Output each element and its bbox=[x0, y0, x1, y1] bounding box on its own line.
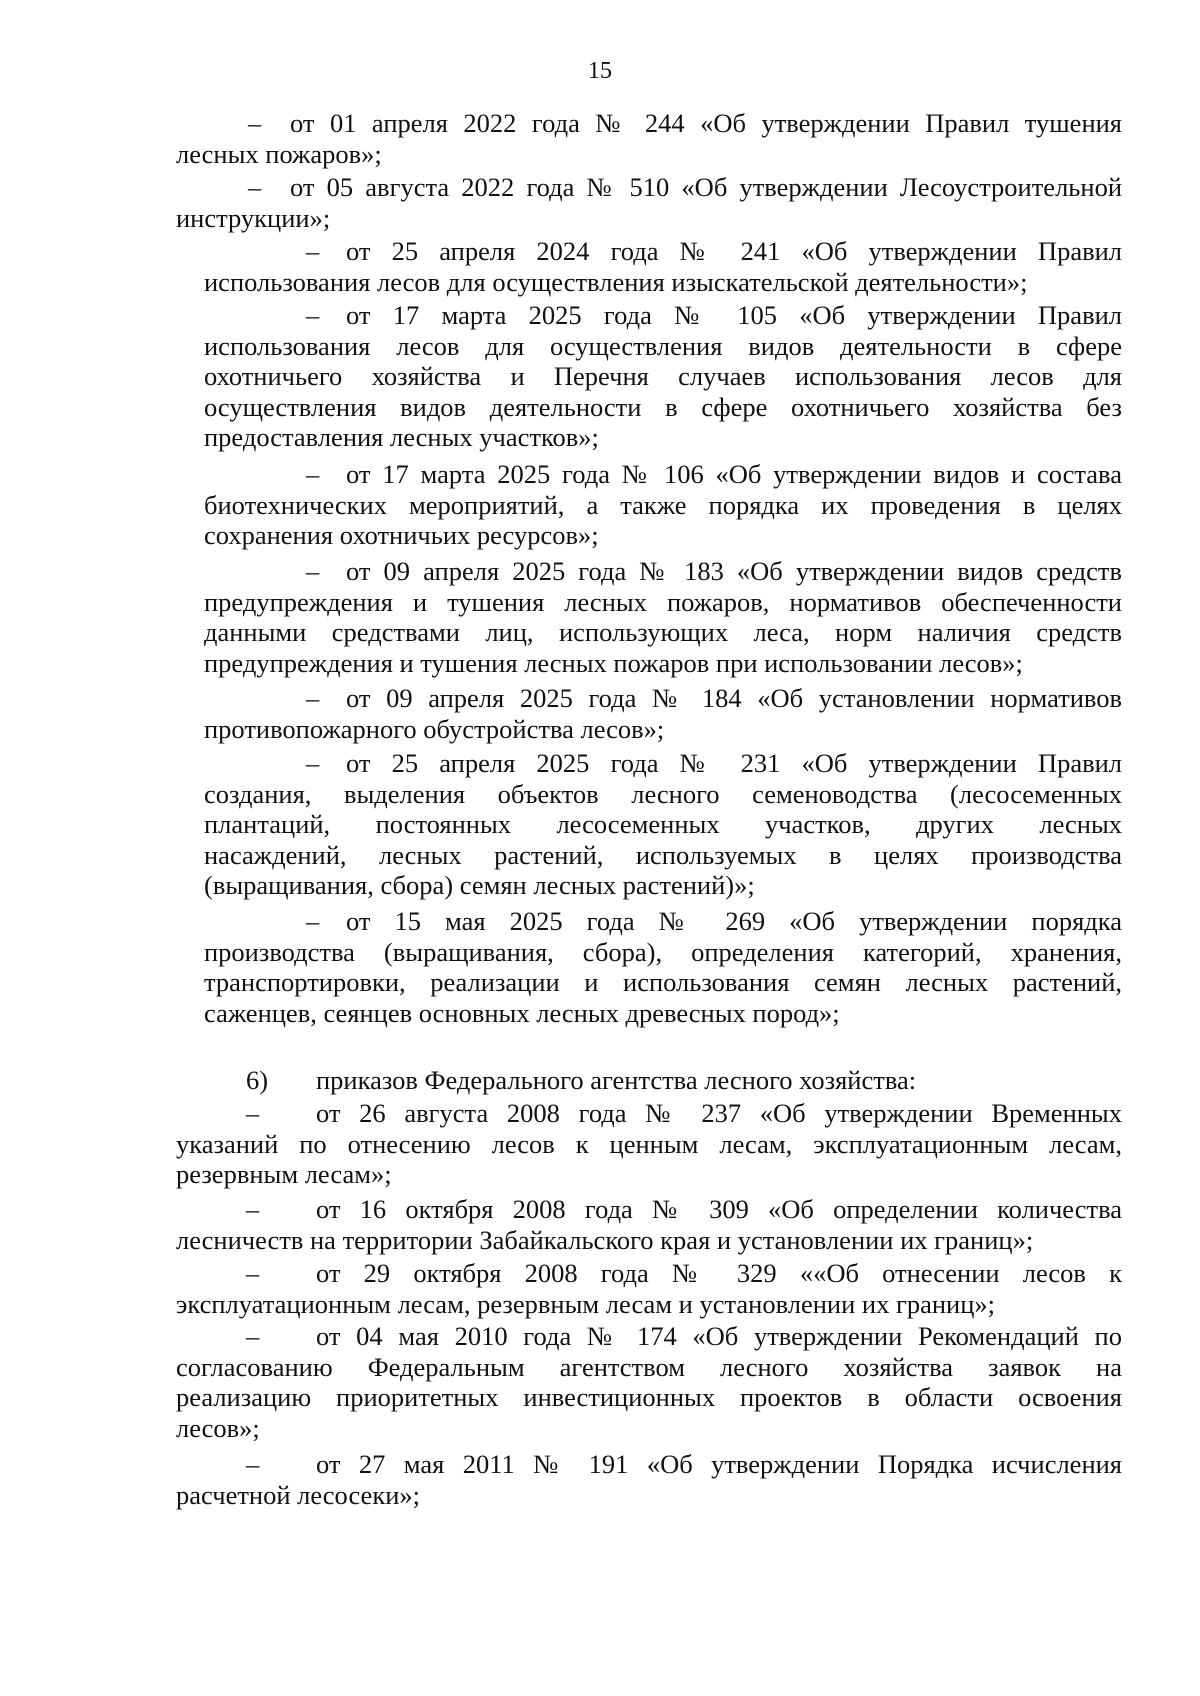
list-item-line bbox=[346, 748, 1122, 779]
list-item-line bbox=[316, 1321, 1122, 1352]
list-dash-marker: – bbox=[306, 236, 320, 266]
list-item-line bbox=[176, 139, 1122, 170]
list-item-line bbox=[316, 1194, 1122, 1225]
list-item-line bbox=[204, 617, 1122, 648]
text-line: (выращивания, сбора) семян лесных растений)»; bbox=[204, 870, 755, 900]
text-line: саженцев, сеянцев основных лесных древесных пород»; bbox=[204, 997, 840, 1028]
list-item-line bbox=[176, 1289, 1122, 1320]
text-line: предоставления лесных участков»; bbox=[204, 422, 599, 452]
list-item-line bbox=[204, 998, 1122, 1029]
text-line: лесов»; bbox=[176, 1412, 260, 1443]
text-line: от 04 мая 2010 года № 174 «Об утверждении Рекомендаций по bbox=[316, 1321, 1122, 1351]
list-item-line bbox=[204, 779, 1122, 810]
list-dash-marker: – bbox=[246, 1194, 260, 1224]
text-line: биотехнических мероприятий, а также порядка их проведения в целях bbox=[204, 489, 1122, 520]
list-item-line bbox=[204, 714, 1122, 745]
page-number: 15 bbox=[588, 58, 612, 84]
text-line: от 29 октября 2008 года № 329 ««Об отнесении лесов к bbox=[316, 1258, 1122, 1288]
text-line: производства (выращивания, сбора), определения категорий, хранения, bbox=[204, 936, 1122, 967]
list-item-line bbox=[316, 1258, 1122, 1289]
text-line: от 09 апреля 2025 года № 183 «Об утверждении видов средств bbox=[346, 556, 1122, 586]
text-line: создания, выделения объектов лесного семеноводства (лесосеменных bbox=[204, 778, 1122, 809]
list-item-line bbox=[346, 556, 1122, 587]
list-dash-marker: – bbox=[246, 1449, 260, 1479]
text-line: расчетной лесосеки»; bbox=[176, 1479, 420, 1510]
list-dash-marker: – bbox=[246, 1258, 260, 1288]
list-dash-marker: – bbox=[306, 748, 320, 778]
text-line: данными средствами лиц, использующих леса, норм наличия средств bbox=[204, 617, 1122, 647]
text-line: плантаций, постоянных лесосеменных участков, других лесных bbox=[204, 809, 1122, 839]
list-item-line bbox=[204, 937, 1122, 968]
text-line: предупреждения и тушения лесных пожаров, нормативов обеспеченности bbox=[204, 586, 1122, 617]
text-line: от 27 мая 2011 № 191 «Об утверждении Порядка исчисления bbox=[316, 1449, 1122, 1479]
list-item-line bbox=[176, 1129, 1122, 1160]
list-dash-marker: – bbox=[248, 108, 262, 138]
text-line: согласованию Федеральным агентством лесного хозяйства заявок на bbox=[176, 1351, 1122, 1382]
text-line: насаждений, лесных растений, используемых в целях производства bbox=[204, 839, 1122, 870]
text-line: от 16 октября 2008 года № 309 «Об определении количества bbox=[316, 1194, 1122, 1224]
list-item-line bbox=[290, 108, 1122, 139]
list-dash-marker: – bbox=[306, 459, 320, 489]
list-item-line bbox=[176, 1352, 1122, 1383]
text-line: сохранения охотничьих ресурсов»; bbox=[204, 520, 599, 550]
list-item-line bbox=[204, 967, 1122, 998]
text-line: от 25 апреля 2025 года № 231 «Об утверждении Правил bbox=[346, 748, 1122, 778]
list-item-line bbox=[176, 1480, 1122, 1511]
list-item-line bbox=[176, 1225, 1122, 1256]
text-line: эксплуатационным лесам, резервным лесам и установлении их границ»; bbox=[176, 1288, 996, 1319]
text-line: осуществления видов деятельности в сфере охотничьего хозяйства без bbox=[204, 391, 1122, 422]
list-item-line bbox=[204, 331, 1122, 362]
list-item-line bbox=[204, 490, 1122, 521]
list-item-line bbox=[316, 1449, 1122, 1480]
text-line: противопожарного обустройства лесов»; bbox=[204, 713, 665, 744]
list-item-line bbox=[204, 267, 1122, 298]
text-line: от 25 апреля 2024 года № 241 «Об утверждении Правил bbox=[346, 236, 1122, 266]
list-item-line bbox=[176, 1413, 1122, 1444]
list-dash-marker: – bbox=[306, 906, 320, 936]
list-item-line bbox=[204, 587, 1122, 618]
list-item-line bbox=[204, 520, 1122, 551]
list-item-line bbox=[204, 870, 1122, 901]
list-item-line bbox=[346, 459, 1122, 490]
list-item-line bbox=[346, 300, 1122, 331]
list-number-marker: 6) bbox=[246, 1065, 269, 1095]
list-item-line bbox=[204, 840, 1122, 871]
text-line: приказов Федерального агентства лесного хозяйства: bbox=[316, 1065, 917, 1095]
text-line: предупреждения и тушения лесных пожаров при использовании лесов»; bbox=[204, 647, 1023, 678]
text-line: от 15 мая 2025 года № 269 «Об утверждении порядка bbox=[346, 906, 1122, 936]
text-line: указаний по отнесению лесов к ценным лесам, эксплуатационным лесам, bbox=[176, 1128, 1122, 1159]
list-item-line bbox=[204, 422, 1122, 453]
list-dash-marker: – bbox=[246, 1098, 260, 1128]
text-line: охотничьего хозяйства и Перечня случаев использования лесов для bbox=[204, 361, 1122, 391]
list-item-line bbox=[176, 1159, 1122, 1190]
list-item-line bbox=[204, 361, 1122, 392]
list-item-line bbox=[346, 236, 1122, 267]
list-dash-marker: – bbox=[306, 683, 320, 713]
list-item-line bbox=[204, 809, 1122, 840]
list-item-line bbox=[204, 648, 1122, 679]
list-item-line bbox=[346, 906, 1122, 937]
text-line: от 26 августа 2008 года № 237 «Об утверждении Временных bbox=[316, 1098, 1122, 1128]
list-item-line bbox=[346, 683, 1122, 714]
text-line: резервным лесам»; bbox=[176, 1159, 392, 1189]
text-line: от 09 апреля 2025 года № 184 «Об установлении нормативов bbox=[346, 683, 1122, 713]
list-item-line bbox=[316, 1098, 1122, 1129]
text-line: использования лесов для осуществления изыскательской деятельности»; bbox=[204, 266, 1028, 297]
text-line: лесничеств на территории Забайкальского края и установлении их границ»; bbox=[176, 1224, 1034, 1255]
list-dash-marker: – bbox=[306, 300, 320, 330]
text-line: от 17 марта 2025 года № 105 «Об утверждении Правил bbox=[346, 300, 1122, 330]
list-item-line bbox=[316, 1065, 1122, 1096]
text-line: транспортировки, реализации и использования семян лесных растений, bbox=[204, 967, 1122, 997]
list-dash-marker: – bbox=[246, 1321, 260, 1351]
list-item-line bbox=[204, 392, 1122, 423]
list-item-line bbox=[176, 1382, 1122, 1413]
text-line: от 01 апреля 2022 года № 244 «Об утверждении Правил тушения bbox=[290, 108, 1122, 138]
text-line: от 05 августа 2022 года № 510 «Об утверждении Лесоустроительной bbox=[290, 172, 1122, 202]
text-line: использования лесов для осуществления видов деятельности в сфере bbox=[204, 330, 1122, 361]
list-item-line bbox=[176, 203, 1122, 234]
text-line: реализацию приоритетных инвестиционных проектов в области освоения bbox=[176, 1382, 1122, 1412]
list-dash-marker: – bbox=[306, 556, 320, 586]
text-line: лесных пожаров»; bbox=[176, 138, 382, 169]
text-line: инструкции»; bbox=[176, 202, 331, 233]
list-item-line bbox=[290, 172, 1122, 203]
text-line: от 17 марта 2025 года № 106 «Об утверждении видов и состава bbox=[346, 459, 1122, 489]
list-dash-marker: – bbox=[248, 172, 262, 202]
